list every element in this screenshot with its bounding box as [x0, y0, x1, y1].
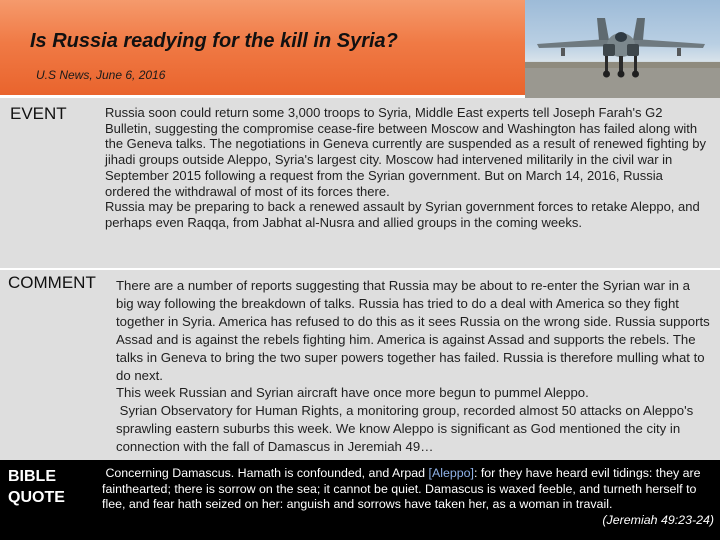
- source-citation: U.S News, June 6, 2016: [36, 68, 166, 82]
- event-label: EVENT: [10, 104, 67, 123]
- comment-paragraph: Syrian Observatory for Human Rights, a monitoring group, recorded almost 50 attacks on Aleppo's sprawling eastern suburbs this week. We know Aleppo is significant as God mentioned the city in connection with the fall of Damascus in Jeremiah 49…: [116, 403, 697, 455]
- slide-title: Is Russia readying for the kill in Syria?: [30, 30, 398, 52]
- comment-label: COMMENT: [8, 273, 96, 292]
- event-paragraph: Russia soon could return some 3,000 troops to Syria, Middle East experts tell Joseph Farah's G2 Bulletin, suggesting the compromise cease-fire between Moscow and Washington has failed along with the Geneva talks. The negotiations in Geneva currently are suspended as a result of renewed fighting by jihadi groups outside Aleppo, Syria's largest city. Moscow had intervened militarily in the civil war in September 2015 following a request from the Syrian government. But on March 14, 2016, Russia ordered the withdrawal of most of its forces there.: [105, 105, 707, 199]
- event-paragraph: Russia may be preparing to back a renewed assault by Syrian government forces to retake Aleppo, and perhaps even Raqqa, from Jabhat al-Nusra and allied groups in the coming weeks.: [105, 199, 700, 230]
- bible-quote-part: : for they have heard evil tidings: they are fainthearted; there is sorrow on the sea; it cannot be quiet. Damascus is waxed feeble, and turneth herself to flee, and fear hath seized on her: anguish and sorrows have taken her, as a woman in travail.: [102, 466, 701, 511]
- fighter-jet-photo: [525, 0, 720, 98]
- bible-quote-part: Concerning Damascus. Hamath is confounded, and Arpad: [102, 466, 429, 480]
- bible-reference: (Jeremiah 49:23-24): [602, 512, 714, 527]
- fighter-jet-icon: [525, 0, 720, 98]
- bible-quote-label: BIBLE QUOTE: [8, 468, 65, 506]
- header-banner: [0, 0, 525, 95]
- comment-paragraph: This week Russian and Syrian aircraft have once more begun to pummel Aleppo.: [116, 385, 589, 401]
- comment-paragraph: There are a number of reports suggesting that Russia may be about to re-enter the Syrian war in a big way following the breakdown of talks. Russia has tried to do a deal with America so they fight together in Syria. America has refused to do this as it sees Russia on the wrong side. Russia supports Assad and is against the rebels fighting him. America is against Assad and supports the rebels. The talks in Geneva to bring the two super powers together has failed. Russia is therefore mulling what to do next.: [116, 278, 710, 383]
- bible-quote-bracket: [Aleppo]: [428, 466, 474, 480]
- bible-quote-text: [102, 466, 714, 528]
- comment-text: [116, 277, 711, 456]
- event-text: [105, 105, 710, 231]
